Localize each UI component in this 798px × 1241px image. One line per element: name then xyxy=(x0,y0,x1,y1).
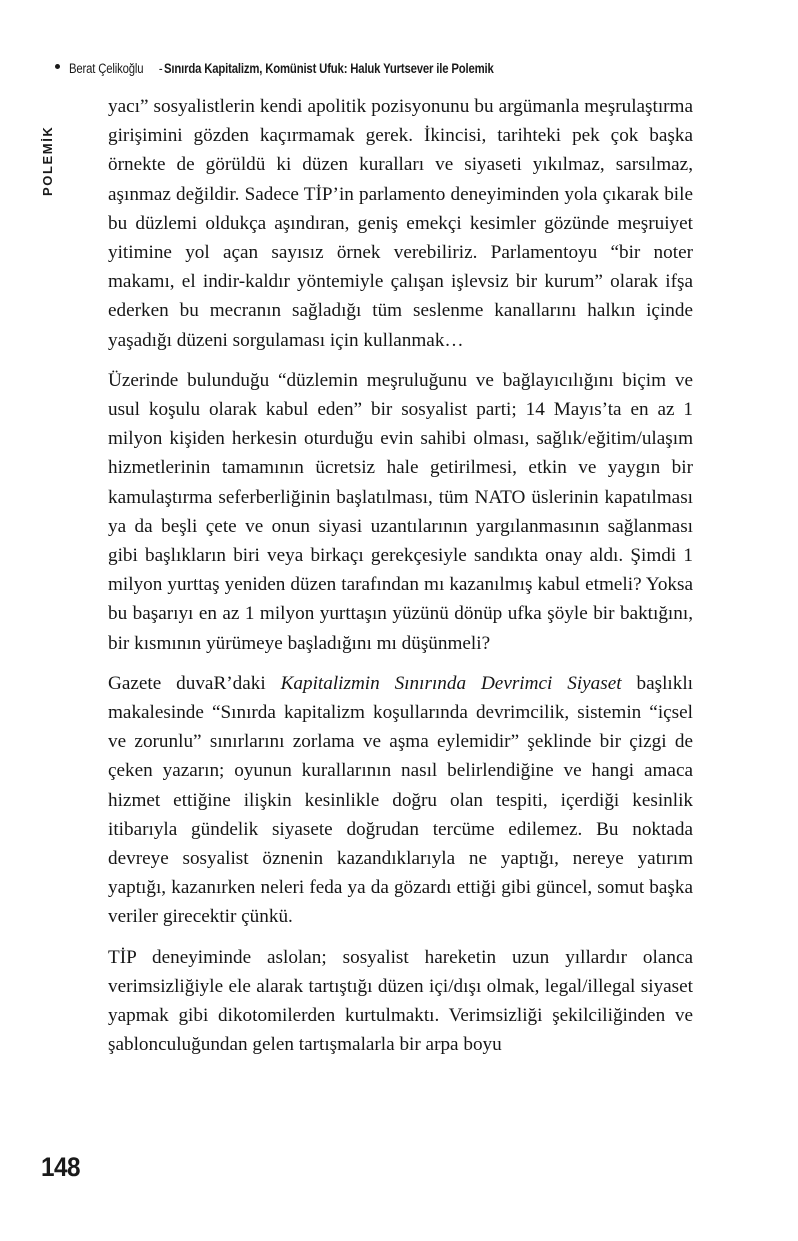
body-paragraph xyxy=(108,366,693,658)
text-run: TİP deneyiminde aslolan; sosyalist hareketin uzun yıllardır olanca verimsizliğiyle ele alarak tartıştığı düzen içi/dışı olmak, legal/illegal siyaset yapmak gibi dikotomilerden kurtulmaktı. Verimsizliği şekilciliğinden ve şablonculuğundan gelen tartışmalarla bir arpa boyu xyxy=(108,946,693,1056)
section-tab-label: POLEMİK xyxy=(40,125,55,196)
text-run: Gazete duvaR’daki xyxy=(108,672,281,694)
bullet-dot-icon xyxy=(55,64,60,69)
running-header-separator: - xyxy=(158,61,163,76)
body-paragraph xyxy=(108,92,693,355)
text-run: Üzerinde bulunduğu “düzlemin meşruluğunu ve bağlayıcılığını biçim ve usul koşulu olarak kabul eden” bir sosyalist parti; 14 Mayıs’ta en az 1 milyon kişiden herkesin oturduğu evin sahibi olması, sağlık/eğitim/ulaşım hizmetlerinin tamamının ücretsiz hale getirilmesi, etkin ve yaygın bir kamulaştırma seferberliğinin başlatılması, tüm NATO üslerinin kapatılması ya da beşli çete ve onun siyasi uzantılarının yargılanmasının sağlanması gibi başlıkların biri veya birkaçı gerekçesiyle sandıkta onay aldı. Şimdi 1 milyon yurttaş yeniden düzen tarafından mı kazanılmış kabul etmeli? Yoksa bu başarıyı en az 1 milyon yurttaşın yüzünü dönüp ufka şöyle bir baktığını, bir kısmının yürümeye başladığını mı düşünmeli? xyxy=(108,369,693,654)
italic-title-run: Kapitalizmin Sınırında Devrimci Siyaset xyxy=(280,672,622,694)
body-paragraph xyxy=(108,943,693,1060)
body-paragraph xyxy=(108,669,693,932)
body-text-column xyxy=(108,92,693,1060)
running-header-title: Sınırda Kapitalizm, Komünist Ufuk: Haluk Yurtsever ile Polemik xyxy=(163,61,494,76)
page-number: 148 xyxy=(41,1152,80,1182)
text-run: yacı” sosyalistlerin kendi apolitik pozisyonunu bu argümanla meşrulaştırma girişimini gözden kaçırmamak gerek. İkincisi, tarihteki pek çok başka örnekte de görüldü ki düzen kuralları ve siyaseti yıkılmaz, sarsılmaz, aşınmaz değildir. Sadece TİP’in parlamento deneyiminden yola çıkarak bile bu düzlemi oldukça aşındıran, geniş emekçi kesimler gözünde meşruiyet yitimine yol açan sayısız örnek verebiliriz. Parlamentoyu “bir noter makamı, el indir-kaldır yöntemiyle çalışan işlevsiz bir kurum” olarak ifşa ederken bu mecranın sağladığı tüm seslenme kanallarını halkın içinde yaşadığı düzeni sorgulaması için kullanmak… xyxy=(108,96,693,351)
running-header-author: Berat Çelikoğlu xyxy=(69,61,144,76)
text-run: başlıklı makalesinde “Sınırda kapitalizm koşullarında devrimcilik, sistemin “içsel ve zorunlu” sınırlarını zorlama ve aşma eylemidir” şeklinde bir çizgi de çeken yazarın; oyunun kurallarının nasıl belirlendiğine ve hangi amaca hizmet ettiğine ilişkin kesinlikle doğru olan tespiti, içerdiği kesinlik itibarıyla gündelik siyasete doğrudan tercüme edilemez. Bu noktada devreye sosyalist öznenin kazandıklarıyla ne yaptığı, nereye yatırım yaptığı, kazanırken neleri feda ya da gözardı ettiği gibi güncel, somut başka veriler girecektir çünkü. xyxy=(108,672,693,928)
running-header xyxy=(55,61,556,76)
